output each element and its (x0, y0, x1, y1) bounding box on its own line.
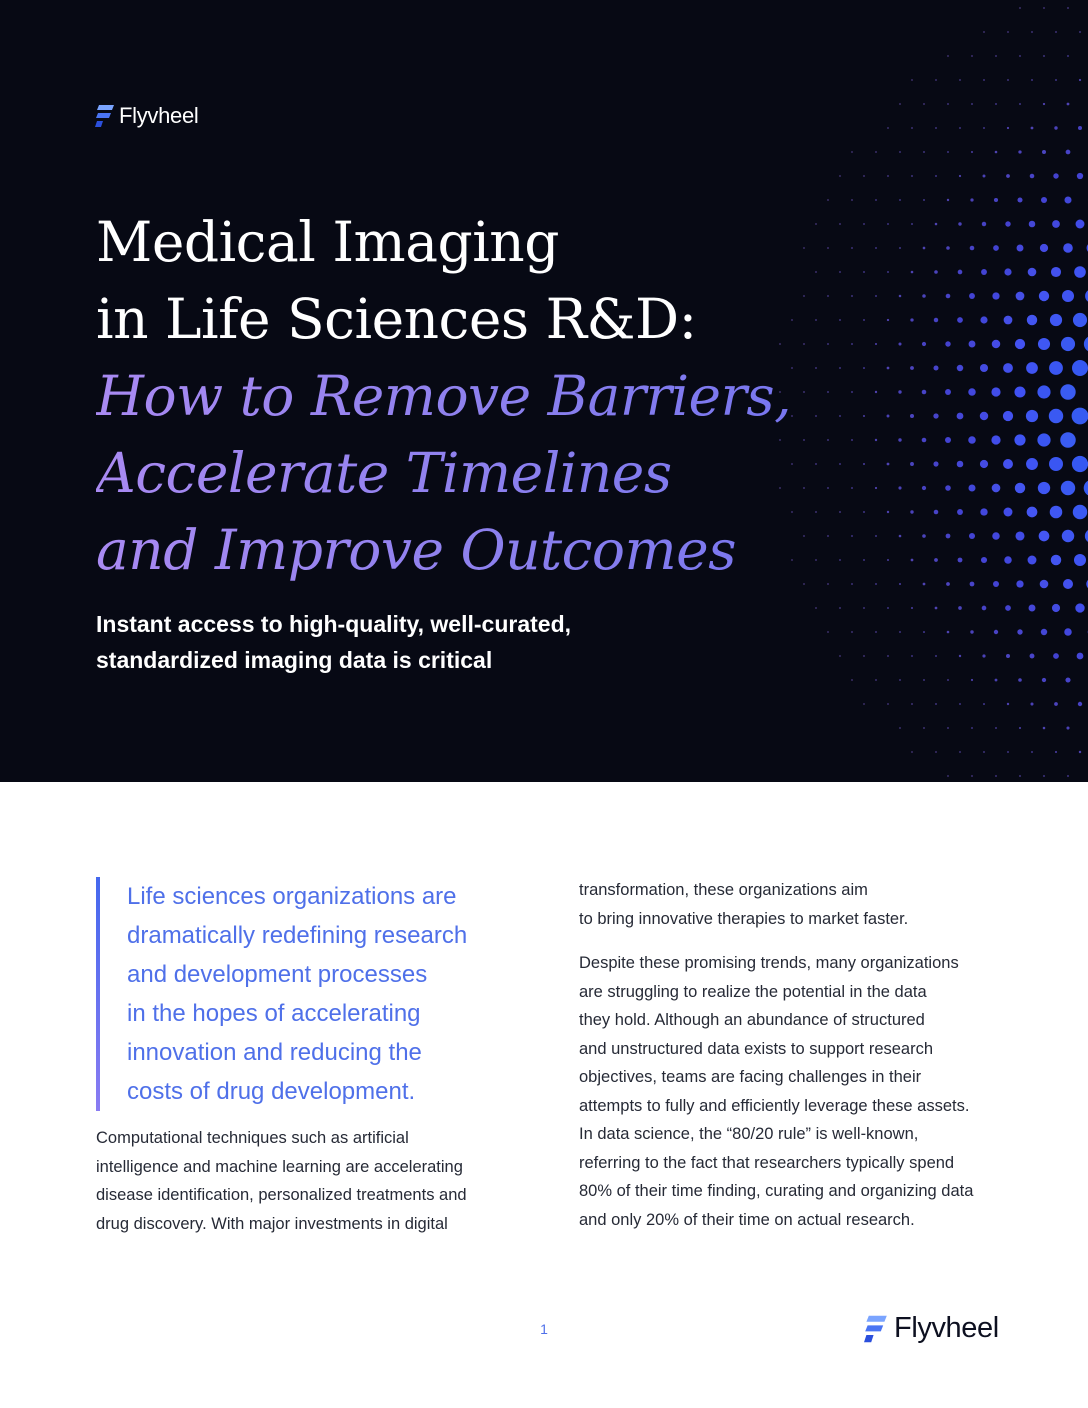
halftone-dot (1040, 244, 1048, 252)
halftone-dot (1063, 579, 1073, 589)
body-line: Computational techniques such as artificial (96, 1129, 409, 1147)
halftone-dot (1060, 432, 1076, 448)
halftone-dot (935, 655, 937, 657)
halftone-dot (995, 727, 997, 729)
halftone-dot (971, 775, 973, 777)
halftone-dot (971, 679, 973, 681)
halftone-dot (935, 703, 937, 705)
halftone-dot (1037, 385, 1050, 398)
halftone-dot (1077, 173, 1083, 179)
halftone-dot (1005, 605, 1011, 611)
brand-name: Flyvheel (894, 1312, 999, 1344)
body-line: drug discovery. With major investments in digital (96, 1214, 448, 1233)
halftone-dot (959, 127, 961, 129)
halftone-dot (1076, 220, 1085, 229)
pull-quote-line: dramatically redefining research (127, 922, 468, 949)
halftone-dot (923, 631, 925, 633)
halftone-dot (1017, 629, 1022, 634)
halftone-dot (1038, 482, 1050, 494)
halftone-dot (899, 631, 901, 633)
page-title (96, 204, 996, 589)
halftone-dot (1031, 31, 1033, 33)
halftone-dot (1055, 751, 1057, 753)
halftone-dot (1030, 174, 1035, 179)
pull-quote-line: and development processes (127, 961, 428, 988)
halftone-dot (911, 655, 913, 657)
halftone-dot (1043, 103, 1045, 105)
title-line: in Life Sciences R&D: (96, 287, 697, 351)
halftone-dot (971, 727, 973, 729)
halftone-dot (1042, 678, 1046, 682)
halftone-dot (1017, 245, 1024, 252)
halftone-dot (1030, 654, 1035, 659)
halftone-dot (959, 79, 961, 81)
halftone-dot (851, 679, 853, 681)
halftone-dot (875, 151, 877, 153)
halftone-dot (1004, 316, 1013, 325)
halftone-dot (1066, 726, 1069, 729)
subtitle-line: Instant access to high-quality, well-curated, (96, 611, 572, 637)
halftone-dot (1004, 556, 1011, 563)
body-line: transformation, these organizations aim (579, 881, 868, 899)
halftone-dot (1018, 150, 1021, 153)
halftone-dot (1028, 556, 1037, 565)
halftone-dot (1003, 363, 1013, 373)
halftone-dot (1019, 55, 1021, 57)
halftone-dot (1007, 751, 1009, 753)
halftone-dot (1061, 337, 1075, 351)
halftone-dot (1043, 55, 1045, 57)
halftone-dot (983, 31, 985, 33)
body-line: referring to the fact that researchers typically spend (579, 1153, 955, 1172)
halftone-dot (827, 631, 829, 633)
halftone-dot (827, 199, 829, 201)
halftone-dot (1079, 31, 1081, 33)
halftone-dot (995, 775, 997, 777)
halftone-dot (1026, 410, 1038, 422)
halftone-dot (1026, 458, 1038, 470)
body-paragraph (579, 876, 1009, 933)
halftone-dot (1043, 727, 1046, 730)
halftone-dot (1027, 507, 1038, 518)
halftone-dot (899, 727, 901, 729)
halftone-dot (1074, 554, 1086, 566)
halftone-dot (1039, 531, 1050, 542)
body-line: they hold. Although an abundance of structured (579, 1011, 925, 1029)
halftone-dot (971, 55, 973, 57)
halftone-dot (959, 703, 961, 705)
halftone-dot (1007, 79, 1009, 81)
halftone-dot (947, 103, 949, 105)
halftone-dot (935, 79, 937, 81)
halftone-dot (1066, 150, 1071, 155)
halftone-dot (1005, 221, 1010, 226)
body-line: to bring innovative therapies to market faster. (579, 909, 909, 928)
halftone-dot (911, 751, 913, 753)
title-accent-line: How to Remove Barriers, (96, 358, 996, 435)
halftone-dot (911, 703, 913, 705)
halftone-dot (839, 175, 841, 177)
halftone-dot (1014, 434, 1025, 445)
halftone-dot (947, 631, 950, 634)
halftone-dot (1084, 336, 1088, 352)
body-line: intelligence and machine learning are accelerating (96, 1157, 463, 1176)
halftone-dot (971, 103, 973, 105)
halftone-dot (1049, 457, 1063, 471)
halftone-dot (995, 55, 997, 57)
halftone-dot (839, 607, 841, 609)
halftone-dot (947, 151, 949, 153)
halftone-dot (1067, 55, 1069, 57)
halftone-dot (1051, 267, 1061, 277)
halftone-dot (1067, 103, 1070, 106)
body-line: disease identification, personalized treatments and (96, 1186, 467, 1204)
halftone-dot (995, 151, 998, 154)
halftone-dot (1016, 580, 1023, 587)
pull-quote-line: in the hopes of accelerating (127, 1000, 421, 1027)
halftone-dot (935, 751, 937, 753)
body-line: In data science, the “80/20 rule” is well-known, (579, 1125, 919, 1143)
pull-quote-line: costs of drug development. (127, 1078, 416, 1105)
halftone-dot (1075, 603, 1084, 612)
halftone-dot (994, 630, 998, 634)
halftone-dot (982, 654, 985, 657)
halftone-dot (887, 655, 889, 657)
halftone-dot (1006, 174, 1010, 178)
halftone-dot (875, 679, 877, 681)
halftone-dot (1026, 362, 1038, 374)
halftone-dot (947, 727, 949, 729)
halftone-dot (935, 175, 937, 177)
halftone-dot (947, 199, 949, 201)
halftone-dot (1049, 409, 1063, 423)
halftone-dot (887, 703, 889, 705)
header-logo (95, 103, 199, 129)
halftone-dot (1043, 7, 1045, 9)
halftone-dot (1018, 678, 1022, 682)
halftone-dot (1007, 31, 1009, 33)
halftone-dot (899, 199, 901, 201)
halftone-dot (1060, 384, 1075, 399)
halftone-dot (1027, 315, 1037, 325)
halftone-dot (983, 751, 985, 753)
halftone-dot (1053, 173, 1058, 178)
halftone-dot (851, 199, 853, 201)
halftone-dot (1019, 7, 1021, 9)
halftone-dot (863, 607, 865, 609)
halftone-dot (1014, 386, 1025, 397)
halftone-dot (1062, 290, 1074, 302)
halftone-dot (923, 103, 925, 105)
halftone-dot (1019, 103, 1021, 105)
halftone-dot (911, 79, 913, 81)
halftone-dot (982, 606, 987, 611)
body-paragraph (579, 949, 1009, 1234)
halftone-dot (1038, 338, 1050, 350)
halftone-dot (899, 103, 901, 105)
halftone-dot (1015, 339, 1025, 349)
halftone-dot (875, 631, 877, 633)
body-line: Despite these promising trends, many organizations (579, 954, 959, 972)
halftone-dot (995, 679, 998, 682)
halftone-dot (1077, 653, 1084, 660)
halftone-dot (1007, 127, 1009, 129)
body-line: are struggling to realize the potential in the data (579, 982, 927, 1001)
halftone-dot (923, 199, 925, 201)
halftone-dot (983, 703, 985, 705)
body-line: and unstructured data exists to support research (579, 1039, 934, 1058)
halftone-dot (1079, 79, 1081, 81)
halftone-dot (1006, 654, 1010, 658)
halftone-dot (1049, 361, 1063, 375)
halftone-dot (1029, 221, 1036, 228)
halftone-dot (1055, 79, 1057, 81)
halftone-dot (1073, 505, 1088, 520)
halftone-dot (1051, 555, 1061, 565)
halftone-dot (1004, 268, 1011, 275)
flywheel-logo-icon (95, 104, 115, 128)
halftone-dot (863, 175, 865, 177)
halftone-dot (1050, 314, 1062, 326)
halftone-dot (1015, 483, 1025, 493)
halftone-dot (1065, 677, 1070, 682)
halftone-dot (1072, 360, 1088, 376)
halftone-dot (887, 127, 889, 129)
halftone-dot (958, 606, 962, 610)
halftone-dot (1079, 751, 1081, 753)
halftone-dot (923, 151, 925, 153)
halftone-dot (947, 55, 949, 57)
title-accent-line: and Improve Outcomes (96, 512, 996, 589)
halftone-dot (1052, 604, 1060, 612)
halftone-dot (1064, 628, 1072, 636)
pull-quote-line: innovation and reducing the (127, 1039, 422, 1066)
halftone-dot (1004, 508, 1013, 517)
body-line: 80% of their time finding, curating and organizing data (579, 1182, 974, 1200)
halftone-dot (1037, 433, 1050, 446)
halftone-dot (899, 151, 901, 153)
halftone-dot (923, 727, 925, 729)
halftone-dot (959, 175, 961, 177)
halftone-dot (1031, 127, 1034, 130)
halftone-dot (1062, 530, 1074, 542)
halftone-dot (1078, 702, 1082, 706)
halftone-dot (1028, 268, 1037, 277)
halftone-dot (1031, 79, 1033, 81)
body-column-right (579, 876, 1009, 1234)
halftone-dot (983, 175, 986, 178)
halftone-dot (911, 175, 913, 177)
halftone-dot (863, 703, 865, 705)
halftone-dot (1019, 775, 1021, 777)
halftone-dot (1063, 243, 1073, 253)
title-accent-line: Accelerate Timelines (96, 435, 996, 512)
halftone-dot (1043, 775, 1045, 777)
flywheel-logo-icon (864, 1313, 888, 1345)
body-line: attempts to fully and efficiently leverage these assets. (579, 1096, 970, 1115)
halftone-dot (851, 631, 853, 633)
halftone-dot (1050, 506, 1063, 519)
halftone-dot (1067, 775, 1069, 777)
halftone-dot (1015, 531, 1024, 540)
halftone-dot (959, 655, 961, 657)
halftone-dot (1072, 408, 1088, 425)
halftone-dot (983, 127, 985, 129)
title-line: Medical Imaging (96, 210, 559, 274)
body-column-left (96, 1124, 516, 1238)
halftone-dot (935, 127, 937, 129)
halftone-dot (851, 151, 853, 153)
subtitle-line: standardized imaging data is critical (96, 647, 493, 673)
halftone-dot (971, 151, 973, 153)
halftone-dot (911, 607, 913, 609)
footer-logo (864, 1312, 999, 1345)
halftone-dot (887, 607, 889, 609)
halftone-dot (1054, 702, 1058, 706)
subtitle (96, 606, 716, 678)
pull-quote (96, 877, 547, 1111)
halftone-dot (1007, 703, 1009, 705)
halftone-dot (875, 199, 877, 201)
pull-quote-line: Life sciences organizations are (127, 883, 457, 910)
halftone-dot (1067, 7, 1069, 9)
halftone-dot (970, 630, 973, 633)
halftone-dot (1031, 751, 1033, 753)
halftone-dot (1042, 150, 1046, 154)
halftone-dot (983, 79, 985, 81)
halftone-dot (1003, 411, 1013, 421)
halftone-dot (1029, 605, 1036, 612)
halftone-dot (1030, 702, 1033, 705)
body-line: objectives, teams are facing challenges in their (579, 1068, 922, 1086)
halftone-dot (947, 679, 949, 681)
halftone-dot (1039, 291, 1049, 301)
page-number: 1 (540, 1321, 548, 1337)
halftone-dot (911, 127, 913, 129)
halftone-dot (935, 607, 938, 610)
halftone-dot (1055, 31, 1057, 33)
halftone-dot (863, 655, 865, 657)
halftone-dot (1019, 727, 1021, 729)
halftone-dot (1064, 196, 1071, 203)
halftone-dot (995, 103, 997, 105)
halftone-dot (1054, 126, 1057, 129)
halftone-dot (1053, 653, 1059, 659)
halftone-dot (1016, 292, 1025, 301)
halftone-dot (1072, 456, 1088, 472)
halftone-dot (970, 198, 973, 201)
halftone-dot (1003, 459, 1013, 469)
halftone-dot (1084, 480, 1088, 497)
halftone-dot (959, 751, 961, 753)
halftone-dot (899, 679, 901, 681)
halftone-dot (1041, 629, 1047, 635)
halftone-dot (1040, 580, 1049, 589)
halftone-dot (1078, 126, 1082, 130)
halftone-dot (994, 198, 998, 202)
brand-name: Flyvheel (119, 103, 199, 128)
halftone-dot (887, 175, 889, 177)
body-line: and only 20% of their time on actual research. (579, 1210, 915, 1229)
halftone-dot (1041, 197, 1047, 203)
halftone-dot (947, 775, 949, 777)
halftone-dot (1073, 313, 1087, 327)
halftone-dot (815, 607, 817, 609)
halftone-dot (839, 655, 841, 657)
halftone-dot (1017, 197, 1022, 202)
halftone-dot (1061, 481, 1075, 495)
halftone-dot (1052, 220, 1060, 228)
halftone-dot (1074, 266, 1086, 278)
halftone-dot (923, 679, 925, 681)
